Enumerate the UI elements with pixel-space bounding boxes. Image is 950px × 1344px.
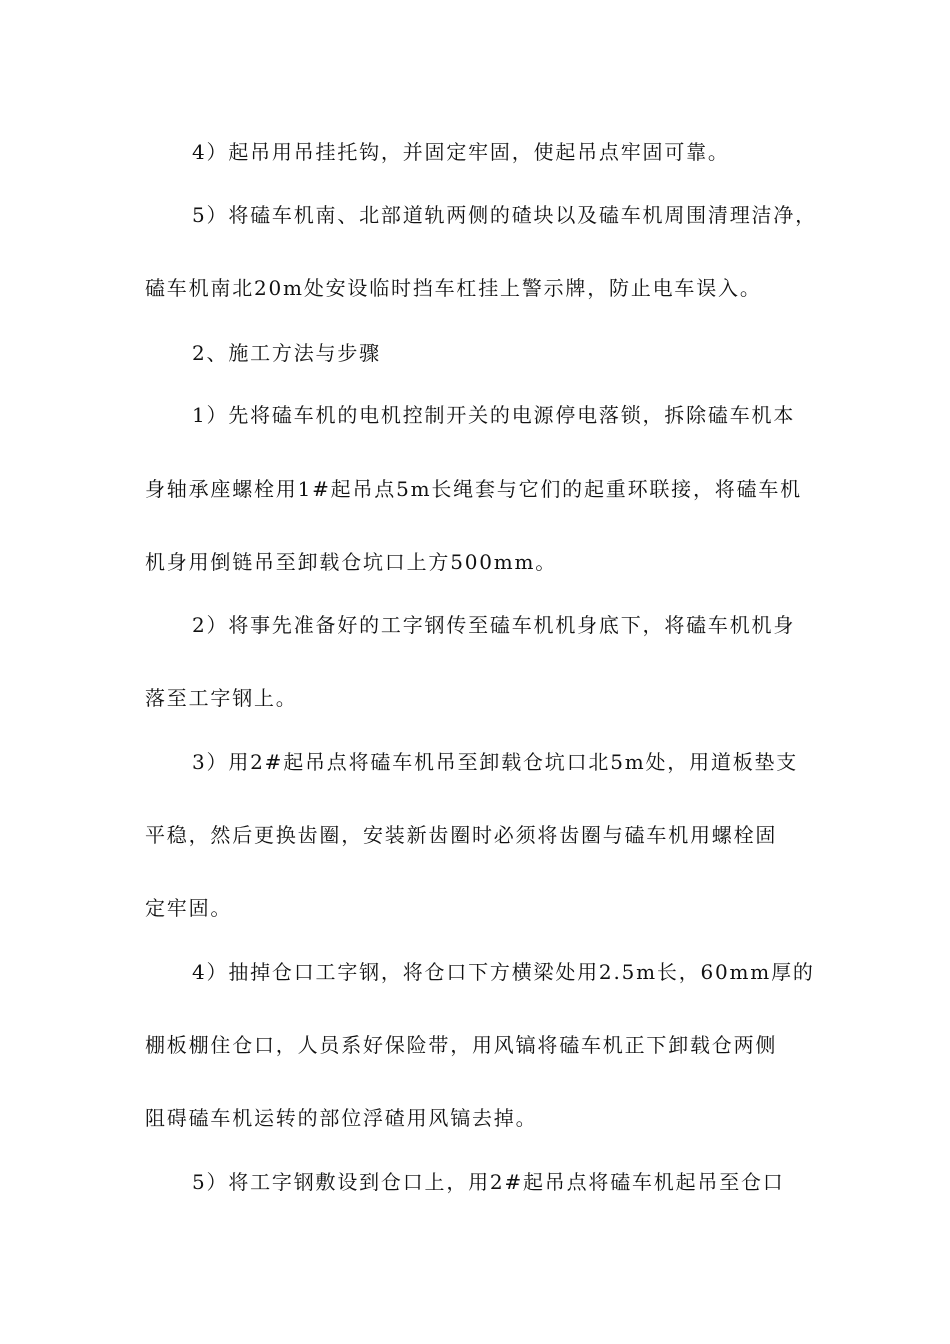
paragraph-line: 落至工字钢上。 — [145, 686, 298, 710]
paragraph-line: 5）将磕车机南、北部道轨两侧的碴块以及磕车机周围清理洁净， — [192, 203, 817, 227]
paragraph-line: 磕车机南北20m处安设临时挡车杠挂上警示牌，防止电车误入。 — [145, 276, 762, 300]
paragraph-line: 定牢固。 — [145, 896, 233, 920]
paragraph-line: 机身用倒链吊至卸载仓坑口上方500mm。 — [145, 550, 558, 574]
paragraph-line: 身轴承座螺栓用1#起吊点5m长绳套与它们的起重环联接，将磕车机 — [145, 477, 802, 501]
paragraph-line: 3）用2#起吊点将磕车机吊至卸载仓坑口北5m处，用道板垫支 — [192, 750, 799, 774]
paragraph-line: 平稳，然后更换齿圈，安装新齿圈时必须将齿圈与磕车机用螺栓固 — [145, 823, 778, 847]
paragraph-line: 阻碍磕车机运转的部位浮碴用风镐去掉。 — [145, 1106, 538, 1130]
paragraph-line: 2）将事先准备好的工字钢传至磕车机机身底下，将磕车机机身 — [192, 613, 796, 637]
paragraph-line: 4）起吊用吊挂托钩，并固定牢固，使起吊点牢固可靠。 — [192, 140, 730, 164]
paragraph-line: 5）将工字钢敷设到仓口上，用2#起吊点将磕车机起吊至仓口 — [192, 1170, 785, 1194]
paragraph-line: 棚板棚住仓口，人员系好保险带，用风镐将磕车机正下卸载仓两侧 — [145, 1033, 778, 1057]
section-heading: 2、施工方法与步骤 — [192, 341, 381, 365]
paragraph-line: 4）抽掉仓口工字钢，将仓口下方横梁处用2.5m长，60mm厚的 — [192, 960, 815, 984]
paragraph-line: 1）先将磕车机的电机控制开关的电源停电落锁，拆除磕车机本 — [192, 403, 796, 427]
